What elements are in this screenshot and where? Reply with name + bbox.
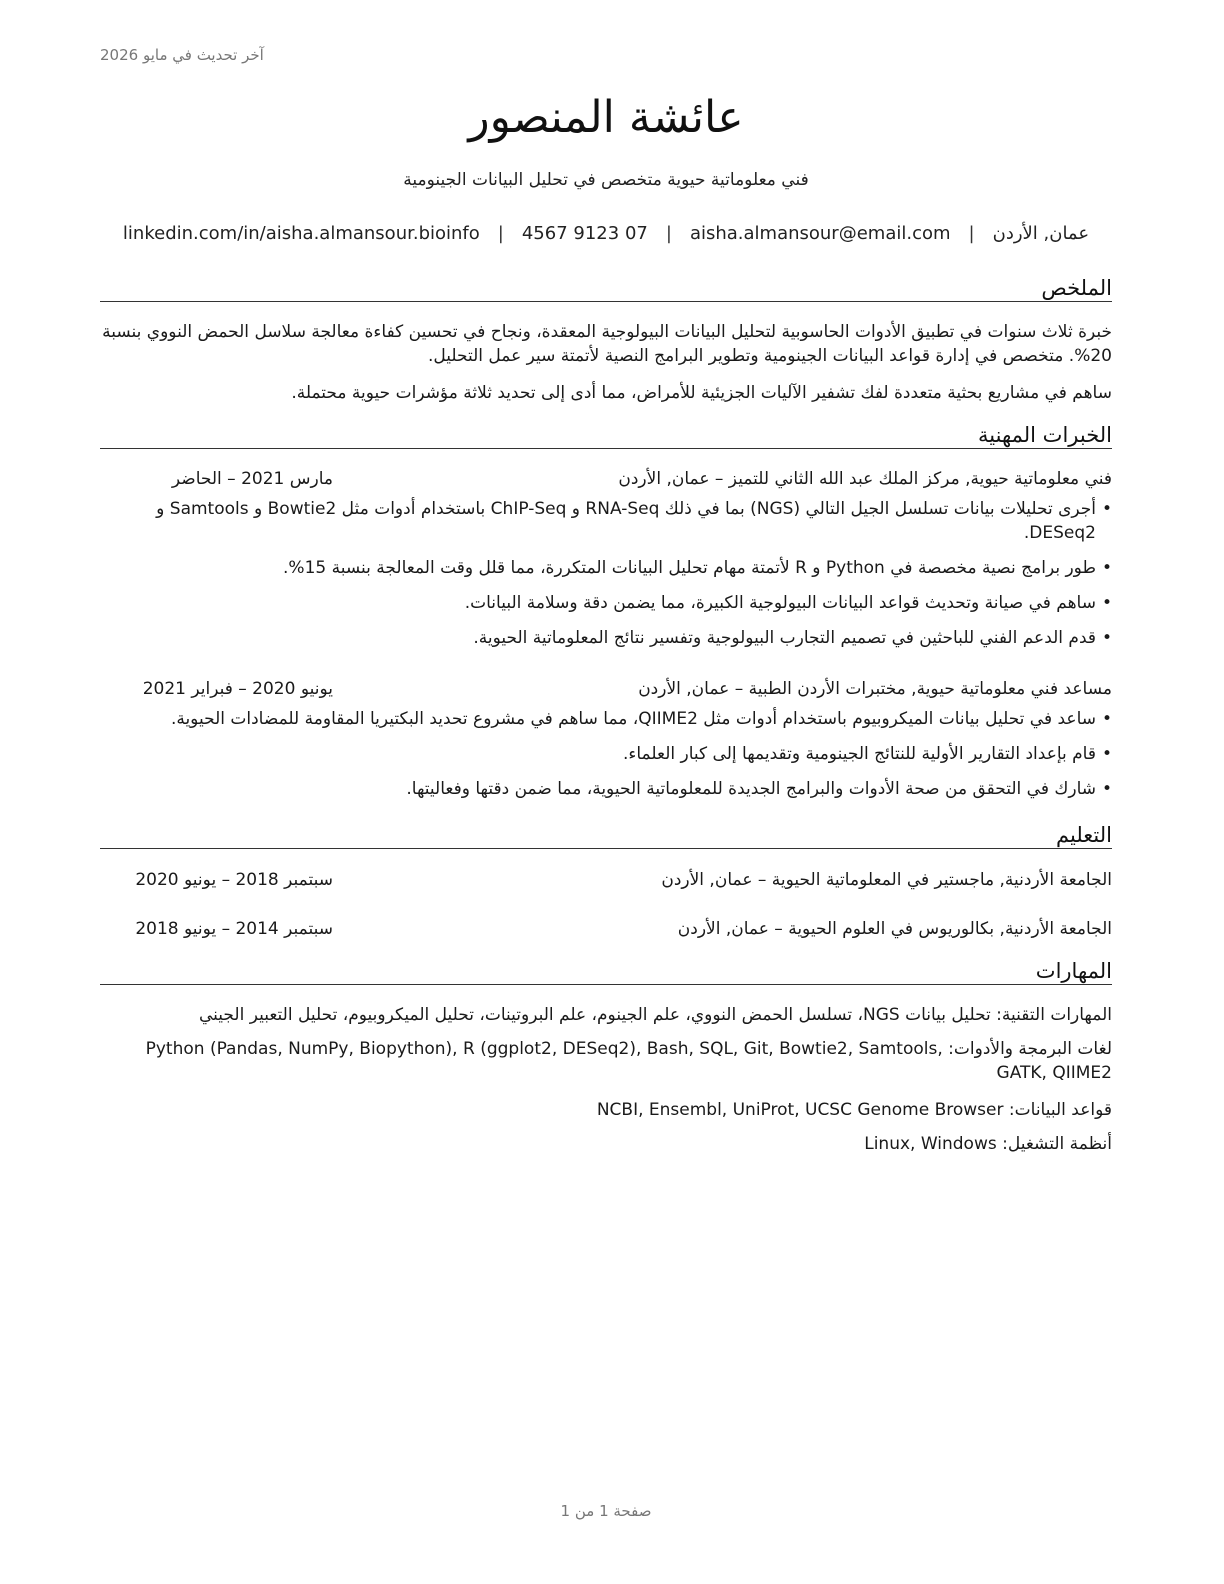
education-heading: التعليم <box>100 823 1112 849</box>
job-bullet: • طور برامج نصية مخصصة في Python و R لأتمتة مهام تحليل البيانات المتكررة، مما قلل وقت المعالجة بنسبة 15%. <box>100 556 1112 580</box>
job-bullet: • شارك في التحقق من صحة الأدوات والبرامج الجديدة للمعلوماتية الحيوية، مما ضمن دقتها وفعاليتها. <box>100 777 1112 801</box>
job-bullet: • ساعد في تحليل بيانات الميكروبيوم باستخدام أدوات مثل QIIME2، مما ساهم في مشروع تحديد البكتيريا المقاومة للمضادات الحيوية. <box>100 707 1112 731</box>
education-dates: سبتمبر 2018 – يونيو 2020 <box>135 870 333 890</box>
job-bullet: • ساهم في صيانة وتحديث قواعد البيانات البيولوجية الكبيرة، مما يضمن دقة وسلامة البيانات. <box>100 591 1112 615</box>
education-title: الجامعة الأردنية, بكالوريوس في العلوم الحيوية – عمان, الأردن <box>677 919 1112 939</box>
skills-os: أنظمة التشغيل: Linux, Windows <box>864 1134 1112 1154</box>
skills-heading: المهارات <box>100 959 1112 985</box>
contact-linkedin[interactable]: linkedin.com/in/aisha.almansour.bioinfo <box>122 223 480 244</box>
summary-paragraph-2: ساهم في مشاريع بحثية متعددة لفك تشفير الآليات الجزيئية للأمراض، مما أدى إلى تحديد ثلاثة مؤشرات حيوية محتملة. <box>291 383 1112 403</box>
page-number: صفحة 1 من 1 <box>560 1502 652 1520</box>
experience-heading: الخبرات المهنية <box>100 423 1112 449</box>
job-bullets <box>100 497 1112 661</box>
summary-paragraph-1: خبرة ثلاث سنوات في تطبيق الأدوات الحاسوبية لتحليل البيانات البيولوجية المعقدة، ونجاح في تحسين كفاءة معالجة سلاسل الحمض النووي بنسبة 20%. متخصص في إدارة قواعد البيانات الجينومية وتطوير البرامج النصية لأتمتة سير عمل التحليل. <box>102 322 1112 366</box>
education-item <box>100 868 1112 892</box>
job-header <box>100 677 1112 701</box>
contact-separator: | <box>665 223 672 244</box>
summary-heading: الملخص <box>100 276 1112 302</box>
job-title: فني معلوماتية حيوية, مركز الملك عبد الله الثاني للتميز – عمان, الأردن <box>618 469 1112 489</box>
education-item <box>100 917 1112 941</box>
contact-email[interactable]: aisha.almansour@email.com <box>689 223 951 244</box>
job-bullet: • قدم الدعم الفني للباحثين في تصميم التجارب البيولوجية وتفسير نتائج المعلوماتية الحيوية. <box>100 626 1112 650</box>
education-title: الجامعة الأردنية, ماجستير في المعلوماتية الحيوية – عمان, الأردن <box>661 870 1112 890</box>
last-updated-note: آخر تحديث في مايو 2026 <box>100 46 264 64</box>
job-bullet: • قام بإعداد التقارير الأولية للنتائج الجينومية وتقديمها إلى كبار العلماء. <box>100 742 1112 766</box>
candidate-subtitle: فني معلوماتية حيوية متخصص في تحليل البيانات الجينومية <box>403 170 809 190</box>
job-title: مساعد فني معلوماتية حيوية, مختبرات الأردن الطبية – عمان, الأردن <box>638 679 1112 699</box>
resume-page <box>100 0 1112 1584</box>
skills-languages: لغات البرمجة والأدوات: Python (Pandas, NumPy, Biopython), R (ggplot2, DESeq2), Bash, SQL, Git, Bowtie2, Samtools, GATK, QIIME2 <box>145 1039 1112 1083</box>
job-bullets <box>100 707 1112 812</box>
job-bullet: • أجرى تحليلات بيانات تسلسل الجيل التالي (NGS) بما في ذلك RNA-Seq و ChIP-Seq باستخدام أدوات مثل Bowtie2 و Samtools و DESeq2. <box>100 497 1112 545</box>
contact-phone[interactable]: 07 9123 4567 <box>521 223 648 244</box>
skills-technical: المهارات التقنية: تحليل بيانات NGS، تسلسل الحمض النووي، علم الجينوم، علم البروتينات، تحليل الميكروبيوم، تحليل التعبير الجيني <box>199 1005 1112 1025</box>
job-header <box>100 467 1112 491</box>
contact-line <box>100 223 1112 244</box>
contact-separator: | <box>497 223 504 244</box>
job-dates: مارس 2021 – الحاضر <box>171 469 333 489</box>
skills-databases: قواعد البيانات: NCBI, Ensembl, UniProt, UCSC Genome Browser <box>596 1100 1112 1120</box>
education-dates: سبتمبر 2014 – يونيو 2018 <box>135 919 333 939</box>
candidate-name: عائشة المنصور <box>468 92 744 143</box>
contact-location: عمان, الأردن <box>992 223 1090 244</box>
job-dates: يونيو 2020 – فبراير 2021 <box>142 679 333 699</box>
contact-separator: | <box>968 223 975 244</box>
